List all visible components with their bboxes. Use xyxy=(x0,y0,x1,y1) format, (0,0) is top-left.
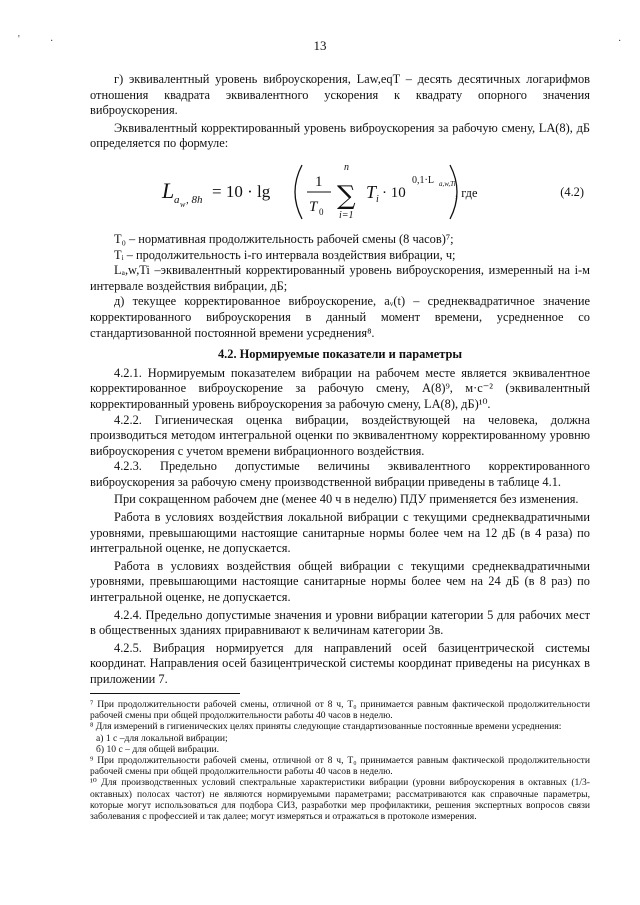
formula-graphic xyxy=(90,152,590,232)
formula-lhs: L xyxy=(162,177,175,203)
formula-term-10: · 10 xyxy=(382,184,406,201)
paragraph-short-day: При сокращенном рабочем дне (менее 40 ч в неделю) ПДУ применяется без изменения. xyxy=(114,492,579,507)
formula-lhs-sub: a xyxy=(174,193,180,206)
formula-lhs-sub2: , 8h xyxy=(186,193,203,206)
paragraph-formula-intro: Эквивалентный корректированный уровень виброускорения за рабочую смену, LА(8), дБ определяется по формуле: xyxy=(90,120,590,151)
formula-term-t-sub: i xyxy=(376,193,379,205)
footnote-7: ⁷ При продолжительности рабочей смены, отличной от 8 ч, T₀ принимается равным фактической продолжительности рабочей смены при общей продолжительности работы 40 часов в неделю. xyxy=(90,699,590,722)
definition-ti: Tᵢ – продолжительность i-го интервала воздействия вибрации, ч; xyxy=(114,247,456,262)
footnote-10: ¹⁰ Для производственных условий спектральные характеристики вибрации (уровни виброускорения в октавных (1/3-октавных) полосах частот) не являются нормируемыми параметрами; рассматриваются как справочные параметры, которые могут использоваться для подбора СИЗ, разработки мер профилактики, решения экспертных вопросов связи заболевания с профессией и так далее; могут измеряться и отражаться в протоколе измерения. xyxy=(90,777,590,823)
formula-frac-den: T xyxy=(309,198,318,215)
formula-frac-den-sub: 0 xyxy=(319,206,324,217)
main-text xyxy=(90,72,590,688)
definition-t0: T₀ – нормативная продолжительность рабочей смены (8 часов)⁷; xyxy=(114,231,454,246)
paragraph-4-2-3: 4.2.3. Предельно допустимые величины эквивалентного корректированного виброускорения за рабочую смену производственной вибрации приведены в таблице 4.1. xyxy=(90,459,590,489)
section-heading: 4.2. Нормируемые показатели и параметры xyxy=(217,347,463,362)
formula-term-t: T xyxy=(366,181,377,202)
formula-number: (4.2) xyxy=(560,184,584,199)
page-number: 13 xyxy=(313,38,327,53)
footnote-8-b: б) 10 с – для общей вибрации. xyxy=(96,743,220,755)
formula-exponent-sub: a,w,Ti xyxy=(439,179,456,188)
footnote-9: ⁹ При продолжительности рабочей смены, отличной от 8 ч, T₀ принимается равным фактической продолжительности рабочей смены при общей продолжительности работы 40 часов в неделю. xyxy=(90,755,590,778)
definition-lawti: Lₐ,w,Ti –эквивалентный корректированный уровень виброускорения, измеренный на i-м интервале воздействия вибрации, дБ; xyxy=(90,263,590,293)
definition-d: д) текущее корректированное виброускорение, aᵥ(t) – среднеквадратичное значение корректированного виброускорения в данный момент времени, усредненное со стандартизованной постоянной времени усреднения⁸. xyxy=(90,294,590,340)
scan-mark: ․ xyxy=(50,33,54,44)
paragraph-4-2-2: 4.2.2. Гигиеническая оценка вибрации, воздействующей на человека, должна производиться методом интегральной оценки по эквивалентному корректированному уровню виброускорения с учетом времени вибрационного воздействия. xyxy=(90,412,590,458)
formula-sum-top: n xyxy=(344,161,349,173)
paragraph-general-vibration: Работа в условиях воздействия общей вибрации с текущими среднеквадратичными уровнями, превышающими настоящие санитарные нормы более чем на 24 дБ (в 8 раз) по интегральной оценке, не допускается. xyxy=(90,558,590,605)
paragraph-4-2-1: 4.2.1. Нормируемым показателем вибрации на рабочем месте является эквивалентное корректированное виброускорение за рабочую смену, A(8)⁹, м·с⁻² (эквивалентный корректированный уровень виброускорения за рабочую смену, LА(8), дБ)¹⁰. xyxy=(90,365,590,411)
scan-mark: ' xyxy=(18,34,20,45)
formula-sigma-icon: ∑ xyxy=(337,180,356,211)
footnotes xyxy=(90,699,590,822)
footnote-8: ⁸ Для измерений в гигиенических целях приняты следующие стандартизованные постоянные времени усреднения: xyxy=(90,721,562,733)
formula-left-paren xyxy=(295,165,302,219)
paragraph-definition-g: г) эквивалентный уровень виброускорения, Lаw,eqT – десять десятичных логарифмов отношения квадрата эквивалентного ускорения к квадрату опорного значения виброускорения. xyxy=(90,72,590,118)
footnote-8-a: а) 1 с –для локальной вибрации; xyxy=(96,732,228,744)
paragraph-4-2-4: 4.2.4. Предельно допустимые значения и уровни вибрации категории 5 для рабочих мест в общественных зданиях приравнивают к величинам категории 3в. xyxy=(90,607,590,638)
formula-where: , где xyxy=(455,185,478,200)
paragraph-4-2-5: 4.2.5. Вибрация нормируется для направлений осей базицентрической системы координат. Направления осей базицентрической системы координат приведены на рисунках в приложении 7. xyxy=(90,640,590,686)
footnote-divider xyxy=(90,693,240,694)
paragraph-local-vibration: Работа в условиях воздействия локальной вибрации с текущими среднеквадратичными уровнями, превышающими настоящие санитарные нормы более чем на 12 дБ (в 4 раза) по интегральной оценке, не допускается. xyxy=(90,510,590,556)
formula-sum-bottom: i=1 xyxy=(339,209,354,221)
formula-4-2 xyxy=(90,152,590,232)
scan-mark: · xyxy=(618,36,622,47)
formula-10-lg: = 10 · lg xyxy=(212,181,271,201)
formula-exponent: 0,1·L xyxy=(412,174,434,186)
formula-lhs-subsub: w xyxy=(180,199,186,209)
formula-frac-num: 1 xyxy=(315,173,323,190)
